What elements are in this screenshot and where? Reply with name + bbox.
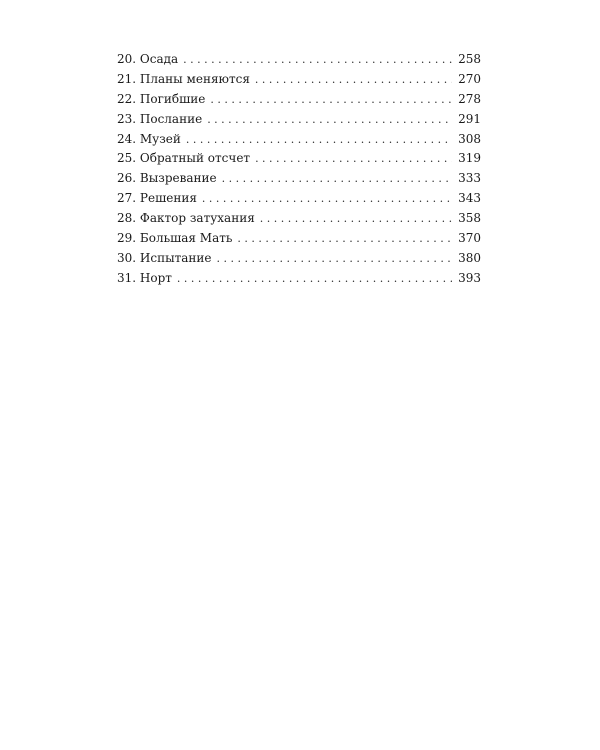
toc-entry-page: 291 xyxy=(458,111,481,126)
toc-leader-dots xyxy=(255,70,452,90)
toc-leader-dots xyxy=(260,209,452,229)
toc-leader-dots xyxy=(237,229,452,249)
toc-entry-title: 21. Планы меняются xyxy=(117,71,250,86)
toc-entry-title: 23. Послание xyxy=(117,111,203,126)
toc-leader-dots xyxy=(202,189,452,209)
toc-entry[interactable] xyxy=(117,169,481,189)
toc-entry[interactable] xyxy=(117,90,481,110)
toc-leader-dots xyxy=(222,169,452,189)
toc-entry-page: 278 xyxy=(458,91,481,106)
toc-entry[interactable] xyxy=(117,209,481,229)
toc-entry[interactable] xyxy=(117,269,481,289)
toc-entry-title: 29. Большая Мать xyxy=(117,231,233,246)
toc-entry-page: 343 xyxy=(458,191,481,206)
toc-leader-dots xyxy=(177,269,452,289)
toc-leader-dots xyxy=(207,110,452,130)
toc-entry-title: 22. Погибшие xyxy=(117,91,206,106)
toc-entry[interactable] xyxy=(117,110,481,130)
toc-leader-dots xyxy=(186,130,452,150)
toc-entry[interactable] xyxy=(117,70,481,90)
toc-entry-page: 258 xyxy=(458,52,481,66)
toc-entry[interactable] xyxy=(117,50,481,70)
toc-leader-dots xyxy=(210,90,452,110)
toc-entry-page: 308 xyxy=(458,131,481,146)
toc-entry-title: 26. Вызревание xyxy=(117,171,217,186)
toc-entry[interactable] xyxy=(117,229,481,249)
toc-entry[interactable] xyxy=(117,249,481,269)
toc-entry-page: 393 xyxy=(458,270,481,285)
toc-entry-title: 24. Музей xyxy=(117,131,181,146)
table-of-contents xyxy=(117,50,481,289)
toc-entry[interactable] xyxy=(117,189,481,209)
toc-entry-page: 319 xyxy=(458,151,481,166)
toc-entry-page: 333 xyxy=(458,171,481,186)
toc-leader-dots xyxy=(255,149,452,169)
toc-entry-title: 31. Норт xyxy=(117,270,172,285)
toc-entry-title: 28. Фактор затухания xyxy=(117,211,255,226)
toc-entry-title: 25. Обратный отсчет xyxy=(117,151,251,166)
toc-entry-page: 270 xyxy=(458,71,481,86)
toc-entry-title: 20. Осада xyxy=(117,52,179,66)
toc-leader-dots xyxy=(183,50,452,70)
toc-leader-dots xyxy=(217,249,453,269)
toc-entry-title: 30. Испытание xyxy=(117,250,212,265)
toc-entry-title: 27. Решения xyxy=(117,191,197,206)
toc-entry-page: 358 xyxy=(458,211,481,226)
toc-entry-page: 370 xyxy=(458,231,481,246)
toc-entry[interactable] xyxy=(117,149,481,169)
toc-entry[interactable] xyxy=(117,130,481,150)
toc-entry-page: 380 xyxy=(458,250,481,265)
